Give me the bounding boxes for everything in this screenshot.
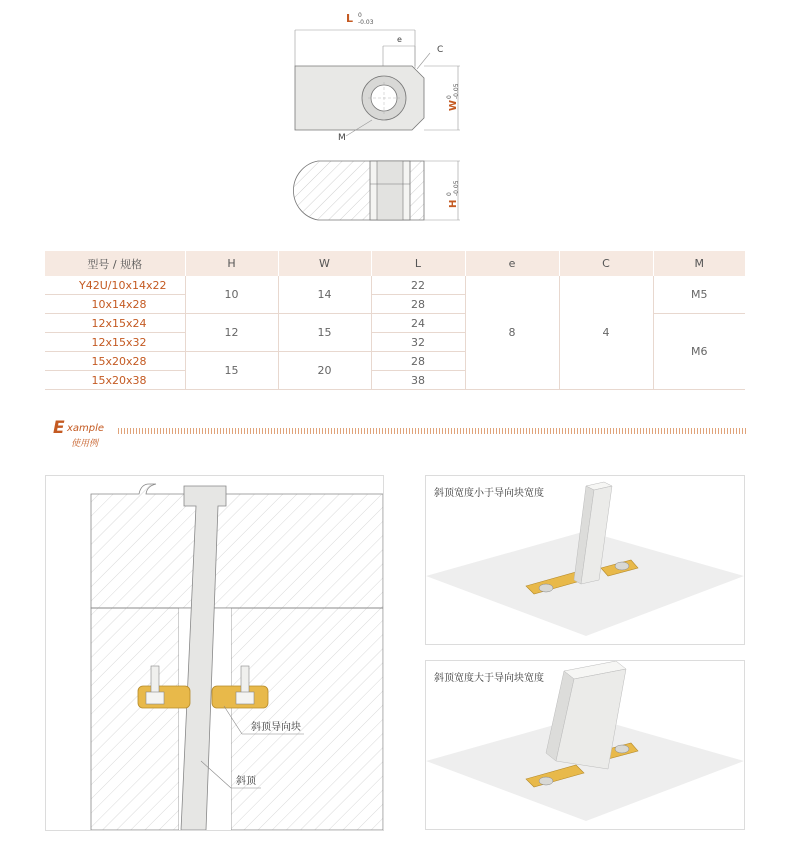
l-cell: 38 [371,371,465,390]
l-cell: 22 [371,276,465,295]
model-cell: 12x15x24 [45,314,185,333]
dim-L-tol-upper: 0 [358,12,362,19]
model-cell: 15x20x38 [45,371,185,390]
l-cell: 28 [371,352,465,371]
usage-section-panel [45,475,384,831]
model-cell: 15x20x28 [45,352,185,371]
dim-C: C [437,45,444,55]
h-cell: 15 [185,352,278,390]
model-cell: 12x15x32 [45,333,185,352]
label-guide-block: 斜顶导向块 [251,722,301,733]
dim-W-tol-lower: -0.05 [453,83,460,99]
dim-H-tol-lower: -0.05 [453,180,460,196]
h-cell: 10 [185,276,278,314]
example-subtitle: 使用例 [71,439,99,449]
usage-section-diagram [46,476,383,830]
header-W: W [278,251,371,276]
l-cell: 24 [371,314,465,333]
m-cell: M5 [653,276,745,314]
model-cell: 10x14x28 [45,295,185,314]
header-L: L [371,251,465,276]
dim-W: W [448,99,459,111]
l-cell: 32 [371,333,465,352]
example-divider [118,428,746,434]
dim-M: M [338,133,346,143]
e-cell: 8 [465,276,559,390]
m-cell: M6 [653,314,745,390]
header-H: H [185,251,278,276]
example-initial: E [53,418,65,438]
w-cell: 15 [278,314,371,352]
c-cell: 4 [559,276,653,390]
header-C: C [559,251,653,276]
dim-W-tol-upper: 0 [446,95,453,99]
technical-drawing [280,8,480,233]
w-cell: 20 [278,352,371,390]
w-cell: 14 [278,276,371,314]
dim-e: e [397,35,402,44]
dim-L-tol-lower: -0.03 [358,19,374,26]
spec-table [45,251,745,390]
caption-narrow-lifter: 斜顶宽度小于导向块宽度 [434,488,544,499]
dim-H: H [448,199,459,208]
dim-H-tol-upper: 0 [446,192,453,196]
header-model: 型号 / 规格 [45,251,185,276]
render-panel-narrow [425,475,745,645]
header-e: e [465,251,559,276]
table-row [45,276,745,295]
h-cell: 12 [185,314,278,352]
render-wide-lifter [426,661,744,829]
dim-L: L [346,12,354,25]
caption-wide-lifter: 斜顶宽度大于导向块宽度 [434,673,544,684]
table-header-row [45,251,745,276]
render-panel-wide [425,660,745,830]
header-M: M [653,251,745,276]
render-narrow-lifter [426,476,744,644]
model-cell: Y42U/10x14x22 [45,276,185,295]
example-title: xample [67,423,105,434]
l-cell: 28 [371,295,465,314]
label-lifter: 斜顶 [236,776,256,787]
